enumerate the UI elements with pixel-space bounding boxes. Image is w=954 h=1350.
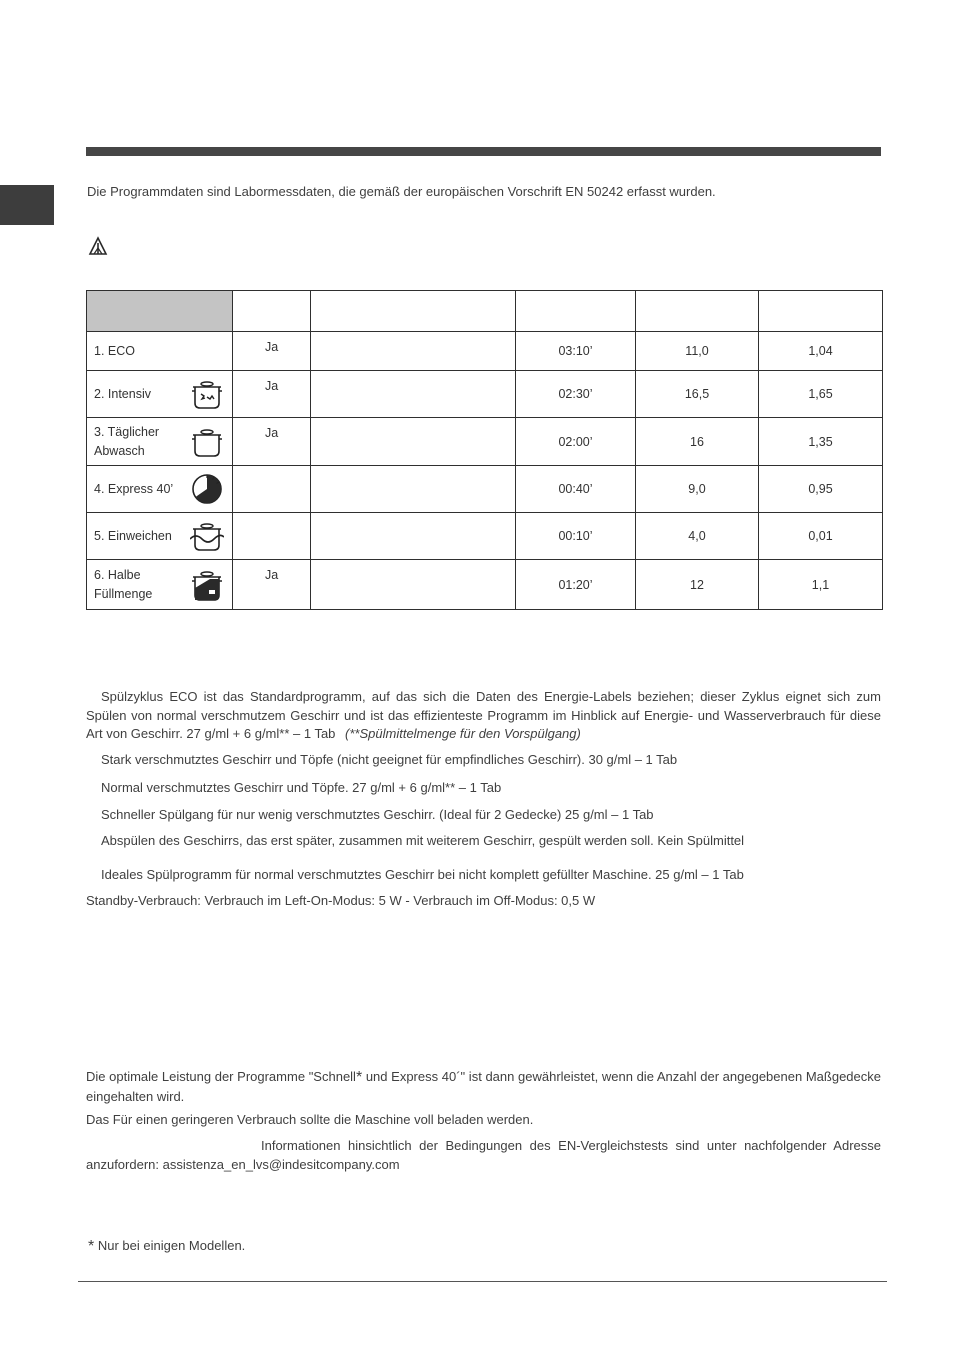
program-name: 3. Täglicher Abwasch [94, 424, 160, 458]
duration-cell: 02:30’ [516, 371, 636, 418]
footnote-text: Nur bei einigen Modellen. [97, 1238, 246, 1253]
intro-text: Die Programmdaten sind Labormessdaten, die gemäß der europäischen Vorschrift EN 50242 erfasst wurden. [87, 184, 716, 199]
program-name: 1. ECO [87, 332, 233, 371]
empty-cell [311, 418, 516, 466]
note-half: Ideales Spülprogramm für normal verschmutztes Geschirr bei nicht komplett gefüllter Maschine. 25 g/ml – 1 Tab [101, 867, 744, 882]
table-row [87, 513, 883, 560]
note-eco-italic: (**Spülmittelmenge für den Vorspülgang) [345, 726, 581, 741]
side-language-tab [0, 185, 54, 225]
table-row [87, 418, 883, 466]
water-cell: 11,0 [636, 332, 759, 371]
energy-cell: 1,65 [759, 371, 883, 418]
optimal-text-a: Die optimale Leistung der Programme "Schnell [86, 1069, 356, 1084]
note-express: Schneller Spülgang für nur wenig verschmutztes Geschirr. (Ideal für 2 Gedecke) 25 g/ml – 1 Tab [101, 807, 654, 822]
program-name: 5. Einweichen [94, 528, 172, 543]
prewash-cell [233, 466, 311, 513]
express-clock-icon [190, 472, 224, 506]
table-row [87, 371, 883, 418]
energy-cell: 1,35 [759, 418, 883, 466]
empty-cell [311, 371, 516, 418]
note-soak: Abspülen des Geschirrs, das erst später, zusammen mit weiterem Geschirr, gespült werden soll. Kein Spülmittel [101, 833, 745, 848]
duration-cell: 03:10’ [516, 332, 636, 371]
half-load-pot-icon [190, 568, 224, 602]
empty-cell [311, 332, 516, 371]
note-standby: Standby-Verbrauch: Verbrauch im Left-On-Modus: 5 W - Verbrauch im Off-Modus: 0,5 W [86, 893, 596, 908]
header-cell [87, 291, 233, 332]
header-cell [311, 291, 516, 332]
water-cell: 16 [636, 418, 759, 466]
energy-cell: 1,1 [759, 560, 883, 610]
header-cell [759, 291, 883, 332]
water-cell: 12 [636, 560, 759, 610]
water-cell: 16,5 [636, 371, 759, 418]
table-row [87, 332, 883, 371]
prewash-cell: Ja [233, 332, 311, 371]
header-cell [636, 291, 759, 332]
info-text: Informationen hinsichtlich der Bedingungen des EN-Vergleichstests sind unter nachfolgender Adresse anzufordern: assistenza_en_lvs@indesitcompany.com [86, 1138, 881, 1172]
table-row [87, 560, 883, 610]
program-name: 4. Express 40’ [94, 481, 174, 496]
daily-wash-pot-icon [190, 425, 224, 459]
warning-icon [88, 236, 108, 256]
program-name-cell [87, 466, 233, 513]
program-table [86, 290, 883, 610]
prewash-cell: Ja [233, 371, 311, 418]
duration-cell: 00:10’ [516, 513, 636, 560]
optimal-text-b: und Express 40´" ist dann gewährleistet, wenn die Anzahl der angegebenen Maßgedecke eingehalten wird. [86, 1069, 881, 1104]
header-cell [516, 291, 636, 332]
empty-cell [311, 560, 516, 610]
program-name: 6. Halbe Füllmenge [94, 567, 153, 601]
asterisk: * [355, 1069, 363, 1086]
program-name-cell [87, 560, 233, 610]
water-cell: 4,0 [636, 513, 759, 560]
footer-rule [78, 1281, 887, 1282]
energy-cell: 1,04 [759, 332, 883, 371]
program-name: 2. Intensiv [94, 386, 151, 401]
program-name-cell [87, 371, 233, 418]
footnote [88, 1237, 245, 1257]
table-header-row [87, 291, 883, 332]
note-eco-text: Spülzyklus ECO ist das Standardprogramm, auf das sich die Daten des Energie-Labels beziehen; dieser Zyklus eignet sich zum Spülen von normal verschmutzem Geschirr und ist das effizienteste Programm im Hinblick auf Energie- und Wasserverbrauch für diese Art von Geschirr. 27 g/ml + 6 g/ml** – 1 Tab [86, 689, 881, 741]
energy-cell: 0,01 [759, 513, 883, 560]
soak-pot-icon [190, 519, 224, 553]
optimal-performance-text [86, 1068, 881, 1106]
section-header-bar [86, 147, 881, 156]
program-name-cell [87, 418, 233, 466]
duration-cell: 02:00’ [516, 418, 636, 466]
duration-cell: 01:20’ [516, 560, 636, 610]
note-daily: Normal verschmutztes Geschirr und Töpfe. 27 g/ml + 6 g/ml** – 1 Tab [101, 780, 502, 795]
header-cell [233, 291, 311, 332]
note-intensive: Stark verschmutztes Geschirr und Töpfe (nicht geeignet für empfindliches Geschirr). 30 g/ml – 1 Tab [101, 752, 678, 767]
empty-cell [311, 466, 516, 513]
note-eco [86, 688, 881, 744]
energy-cell: 0,95 [759, 466, 883, 513]
water-cell: 9,0 [636, 466, 759, 513]
prewash-cell: Ja [233, 418, 311, 466]
empty-cell [311, 513, 516, 560]
duration-cell: 00:40’ [516, 466, 636, 513]
footnote-asterisk: * [88, 1238, 95, 1255]
prewash-cell [233, 513, 311, 560]
full-load-text: Das Für einen geringeren Verbrauch sollte die Maschine voll beladen werden. [86, 1112, 534, 1127]
intensive-pot-icon [190, 377, 224, 411]
prewash-cell: Ja [233, 560, 311, 610]
program-name-cell [87, 513, 233, 560]
table-row [87, 466, 883, 513]
